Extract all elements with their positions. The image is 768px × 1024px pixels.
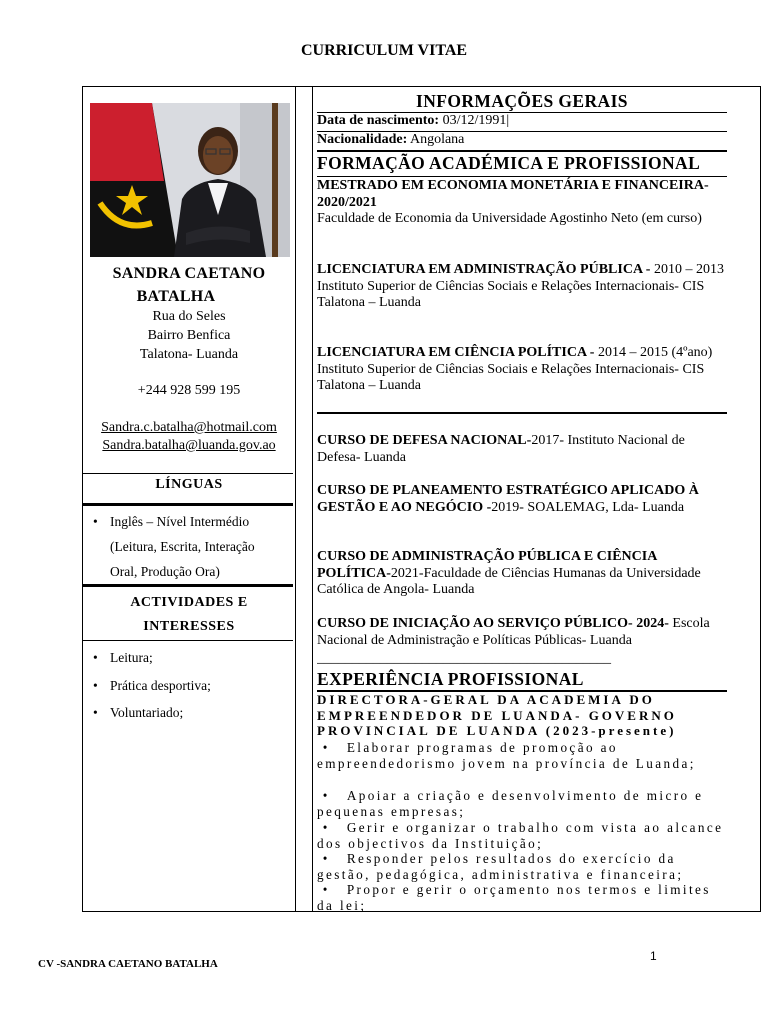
course-detail: 2019- SOALEMAG, Lda- Luanda — [491, 499, 685, 515]
job-duty-text: Gerir e organizar o trabalho com vista ao alcance dos objectivos da Instituição; — [317, 820, 724, 851]
left-column — [83, 87, 295, 911]
job-duty — [317, 788, 727, 820]
birth-date-value: 03/12/1991| — [439, 113, 510, 128]
profile-name — [83, 262, 295, 308]
degree-detail: Faculdade de Economia da Universidade Agostinho Neto (em curso) — [317, 211, 702, 226]
page-number: 1 — [650, 949, 657, 963]
list-item — [91, 509, 291, 584]
degree-title: LICENCIATURA EM CIÊNCIA POLÍTICA - — [317, 345, 595, 360]
languages-heading: LÍNGUAS — [155, 477, 223, 492]
job-duty-text: Responder pelos resultados do exercício da gestão, pedagógica, administrativa e financeira; — [317, 851, 684, 882]
address-line: Rua do Seles — [152, 309, 226, 324]
course-entry — [317, 483, 727, 516]
job-duty — [317, 851, 727, 883]
language-item-line: • Inglês – Nível Intermédio — [110, 514, 250, 529]
divider — [317, 412, 727, 414]
address-line: Talatona- Luanda — [139, 347, 239, 362]
job-duty — [317, 740, 727, 772]
right-column — [317, 87, 727, 911]
profile-photo — [90, 103, 290, 257]
course-entry — [317, 433, 727, 466]
column-separator — [295, 87, 296, 911]
activities-heading-line: ACTIVIDADES E — [130, 595, 248, 610]
language-item-line: Oral, Produção Ora) — [110, 564, 220, 579]
degree-period: 2014 – 2015 (4ºano) — [594, 345, 713, 360]
course-title: CURSO DE DEFESA NACIONAL- — [317, 433, 532, 448]
activities-heading-line: INTERESSES — [143, 619, 235, 634]
profile-name-line2: BATALHA — [136, 288, 216, 305]
languages-list — [91, 509, 291, 584]
nationality-value: Angolana — [407, 132, 465, 147]
job-title: DIRECTORA-GERAL DA ACADEMIA DO EMPREENDEDOR DE LUANDA- GOVERNO PROVINCIAL DE LUANDA (2023-presente) — [317, 692, 677, 738]
birth-date-label: Data de nascimento: — [317, 113, 440, 128]
profile-name-line1: SANDRA CAETANO — [112, 265, 266, 282]
cv-frame — [82, 86, 761, 912]
course-detail: 2021-Faculdade de Ciências Humanas da Universidade Católica de Angola- Luanda — [317, 565, 701, 597]
phone-number: +244 928 599 195 — [137, 383, 241, 398]
document-title: CURRICULUM VITAE — [300, 42, 468, 59]
bullet-icon: • — [317, 820, 347, 835]
address-line: Bairro Benfica — [147, 328, 231, 343]
nationality-label: Nacionalidade: — [317, 132, 408, 147]
divider — [83, 473, 293, 474]
activities-list — [91, 644, 291, 727]
footer-label: CV -SANDRA CAETANO BATALHA — [38, 958, 218, 970]
email-list — [83, 419, 295, 455]
course-entry — [317, 616, 727, 649]
job-duty-text: Propor e gerir o orçamento nos termos e limites da lei; — [317, 882, 711, 913]
general-info-heading: INFORMAÇÕES GERAIS — [416, 91, 628, 111]
email-link[interactable]: Sandra.c.batalha@hotmail.com — [101, 420, 277, 435]
job-duty — [317, 882, 727, 914]
course-detail: 2017- Instituto Nacional de Defesa- Luanda — [317, 433, 685, 465]
list-item: • Voluntariado; — [91, 699, 291, 727]
degree-detail: Instituto Superior de Ciências Sociais e Relações Internacionais- CIS Talatona – Luanda — [317, 278, 705, 310]
nationality — [317, 132, 727, 149]
degree-period: 2010 – 2013 — [650, 262, 724, 277]
column-separator — [312, 87, 313, 911]
job-duty-text: Elaborar programas de promoção ao empreendedorismo jovem na província de Luanda; — [317, 740, 696, 771]
course-title: CURSO DE PLANEAMENTO ESTRATÉGICO APLICADO À GESTÃO E AO NEGÓCIO - — [317, 483, 699, 515]
underscore-rule: __________________________________________ — [317, 651, 611, 666]
job-duty — [317, 820, 727, 852]
job-duty-text: Apoiar a criação e desenvolvimento de micro e pequenas empresas; — [317, 788, 704, 819]
bullet-icon: • — [317, 740, 347, 755]
divider — [317, 150, 727, 152]
divider — [317, 176, 727, 177]
degree-title: LICENCIATURA EM ADMINISTRAÇÃO PÚBLICA - — [317, 262, 651, 277]
course-detail: Escola Nacional de Administração e Políticas Públicas- Luanda — [317, 616, 710, 648]
address — [83, 307, 295, 364]
degree-title: MESTRADO EM ECONOMIA MONETÁRIA E FINANCEIRA-2020/2021 — [317, 178, 709, 210]
profile-photo-icon — [90, 103, 290, 257]
list-item: • Leitura; — [91, 644, 291, 672]
activities-heading — [83, 591, 295, 639]
list-item: • Prática desportiva; — [91, 672, 291, 700]
education-heading: FORMAÇÃO ACADÉMICA E PROFISSIONAL — [317, 153, 701, 173]
birth-date — [317, 113, 727, 130]
bullet-icon: • — [317, 851, 347, 866]
bullet-icon: • — [317, 882, 347, 897]
email-link[interactable]: Sandra.batalha@luanda.gov.ao — [102, 438, 276, 453]
course-title: CURSO DE ADMINISTRAÇÃO PÚBLICA E CIÊNCIA POLÍTICA- — [317, 549, 657, 581]
experience-heading: EXPERIÊNCIA PROFISSIONAL — [317, 669, 584, 689]
course-entry — [317, 549, 727, 599]
degree-entry — [317, 345, 727, 395]
bullet-icon: • — [317, 788, 347, 803]
degree-entry — [317, 262, 727, 312]
divider — [83, 584, 293, 587]
divider — [83, 503, 293, 506]
degree-detail: Instituto Superior de Ciências Sociais e Relações Internacionais- CIS Talatona – Luanda — [317, 361, 705, 393]
degree-entry — [317, 178, 727, 228]
divider — [83, 640, 293, 641]
course-title: CURSO DE INICIAÇÃO AO SERVIÇO PÚBLICO- 2024- — [317, 616, 669, 631]
language-item-line: (Leitura, Escrita, Interação — [110, 539, 255, 554]
